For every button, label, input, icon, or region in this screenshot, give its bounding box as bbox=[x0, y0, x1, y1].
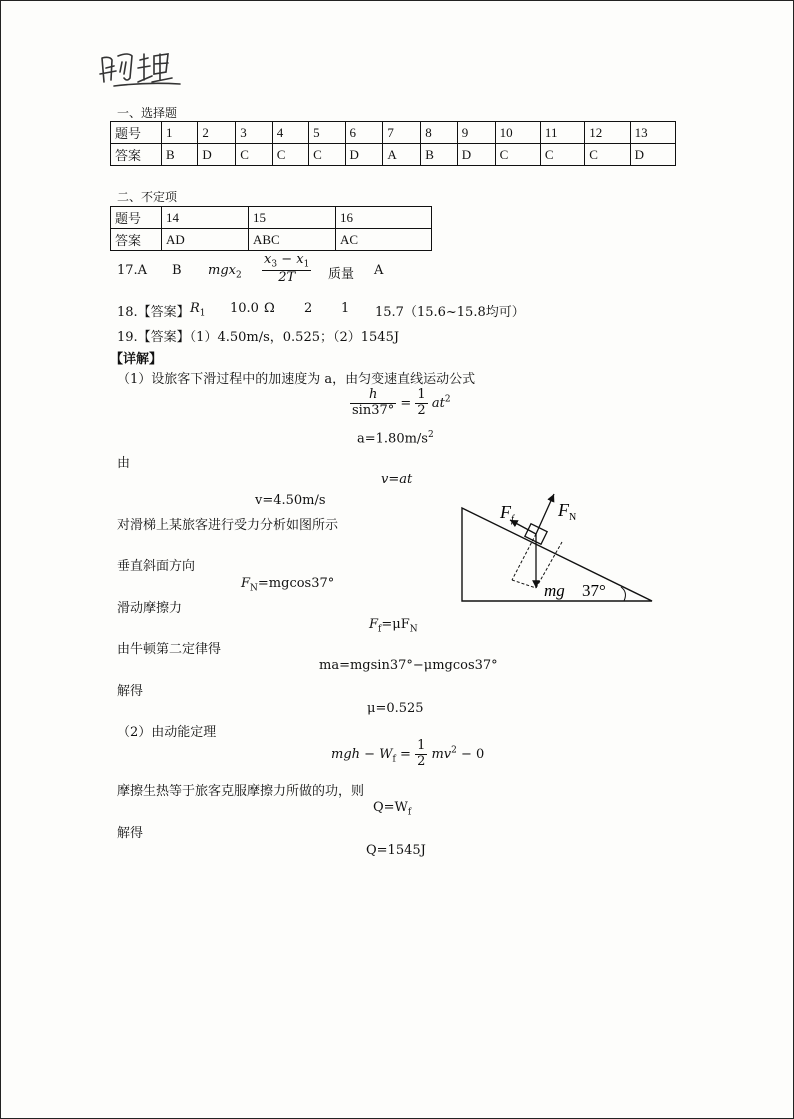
table-cell: 3 bbox=[236, 122, 272, 144]
q17-fraction: $\frac{x_3 - x_1}{2T}$ bbox=[264, 252, 310, 285]
fn-sub: N bbox=[569, 512, 577, 523]
table-cell: C bbox=[540, 144, 584, 166]
table-cell: 8 bbox=[421, 122, 457, 144]
q19-p5: 由牛顿第二定律得 bbox=[117, 642, 222, 657]
force-diagram bbox=[458, 484, 658, 606]
table-cell: D bbox=[198, 144, 236, 166]
handwritten-title-text: 物理 bbox=[96, 38, 98, 39]
mg-label: mg bbox=[544, 581, 565, 600]
table-cell: D bbox=[630, 144, 675, 166]
section2-table bbox=[110, 206, 432, 251]
table-cell: 15 bbox=[249, 207, 336, 229]
svg-text:FN bbox=[557, 500, 576, 523]
normal-force-arrow bbox=[536, 494, 554, 534]
q19-eq10: $Q=W_f$ bbox=[373, 800, 412, 818]
fn-label: F bbox=[558, 500, 569, 520]
table-row bbox=[111, 144, 676, 166]
table-cell: 12 bbox=[585, 122, 630, 144]
table-cell: C bbox=[272, 144, 308, 166]
q19-p6: 解得 bbox=[117, 684, 144, 699]
q18-v3: 1 bbox=[341, 301, 350, 316]
q17-word: 质量 bbox=[328, 267, 355, 282]
table-cell: 7 bbox=[383, 122, 421, 144]
q17-b: B bbox=[172, 263, 182, 278]
q19-eq5: $F_N=mgcos37^\circ$ bbox=[241, 576, 335, 594]
table-cell: A bbox=[383, 144, 421, 166]
table-cell: 16 bbox=[336, 207, 432, 229]
table-cell: AD bbox=[162, 229, 249, 251]
q19-detail-label: 【详解】 bbox=[110, 352, 163, 367]
component-dashed-1 bbox=[512, 534, 536, 580]
q19-eq8: μ=0.525 bbox=[367, 701, 424, 716]
q19-eq3: v=at bbox=[381, 472, 413, 487]
row-label-question: 题号 bbox=[111, 122, 162, 144]
table-cell: 2 bbox=[198, 122, 236, 144]
handwritten-title bbox=[96, 38, 186, 94]
angle-arc bbox=[621, 587, 625, 601]
section1-table bbox=[110, 121, 676, 166]
table-cell: B bbox=[162, 144, 198, 166]
table-cell: 5 bbox=[309, 122, 345, 144]
q18-v4: 15.7（15.6~15.8均可） bbox=[375, 305, 525, 320]
table-cell: 1 bbox=[162, 122, 198, 144]
angle-label: 37° bbox=[582, 581, 606, 600]
table-cell: 14 bbox=[162, 207, 249, 229]
ff-label: F bbox=[500, 502, 511, 522]
ff-sub: f bbox=[511, 514, 514, 525]
table-cell: D bbox=[345, 144, 383, 166]
table-cell: C bbox=[585, 144, 630, 166]
table-cell: ABC bbox=[249, 229, 336, 251]
table-row bbox=[111, 207, 432, 229]
row-label-question: 题号 bbox=[111, 207, 162, 229]
q19-answer-line: 19.【答案】（1）4.50m/s，0.525；（2）1545J bbox=[117, 330, 400, 345]
q19-eq11: Q=1545J bbox=[366, 843, 426, 858]
q18-prefix: 18.【答案】 bbox=[117, 305, 190, 320]
component-dashed-2 bbox=[512, 580, 536, 588]
q17-number: 17.A bbox=[117, 263, 148, 278]
table-cell: C bbox=[236, 144, 272, 166]
table-cell: 4 bbox=[272, 122, 308, 144]
q19-p8: 摩擦生热等于旅客克服摩擦力所做的功，则 bbox=[117, 784, 365, 799]
svg-text:Ff bbox=[499, 502, 515, 525]
q19-you: 由 bbox=[117, 456, 131, 471]
q19-eq1: $\frac{h}{\sin 37^\circ}$ = $\frac{1}{2}$ $at^2$ bbox=[352, 387, 451, 418]
table-cell: B bbox=[421, 144, 457, 166]
q19-p1: （1）设旅客下滑过程中的加速度为 a，由匀变速直线运动公式 bbox=[117, 372, 476, 387]
q17-last: A bbox=[374, 263, 384, 278]
section1-title: 一、选择题 bbox=[117, 106, 178, 120]
q19-eq2: $a=1.80m/s^2$ bbox=[357, 430, 434, 447]
table-cell: 13 bbox=[630, 122, 675, 144]
friction-arrow bbox=[510, 520, 536, 534]
table-cell: C bbox=[309, 144, 345, 166]
q19-p3: 垂直斜面方向 bbox=[117, 559, 196, 574]
table-cell: AC bbox=[336, 229, 432, 251]
table-cell: 11 bbox=[540, 122, 584, 144]
q19-eq9: mgh − $W_f$ = $\frac{1}{2}$ $mv^2 - 0$ bbox=[331, 738, 485, 769]
q18-v2: 2 bbox=[304, 301, 313, 316]
table-cell: C bbox=[495, 144, 540, 166]
q17-mgx: mgx$_2$ bbox=[208, 263, 242, 281]
row-label-answer: 答案 bbox=[111, 229, 162, 251]
section2-title: 二、不定项 bbox=[117, 190, 178, 204]
q18-r: $R_1$ bbox=[190, 301, 206, 319]
q19-p7: （2）由动能定理 bbox=[117, 725, 217, 740]
q19-p2: 对滑梯上某旅客进行受力分析如图所示 bbox=[117, 518, 339, 533]
q19-p9: 解得 bbox=[117, 826, 144, 841]
table-row bbox=[111, 229, 432, 251]
table-cell: 10 bbox=[495, 122, 540, 144]
table-cell: 9 bbox=[457, 122, 495, 144]
q19-eq7: ma=mgsin37°−μmgcos37° bbox=[319, 658, 498, 673]
table-cell: 6 bbox=[345, 122, 383, 144]
q19-p4: 滑动摩擦力 bbox=[117, 601, 183, 616]
q18-v1: 10.0 bbox=[230, 301, 259, 316]
row-label-answer: 答案 bbox=[111, 144, 162, 166]
q19-eq6: $F_f=\mu F_N$ bbox=[369, 617, 418, 635]
q18-unit: Ω bbox=[264, 301, 275, 316]
table-row bbox=[111, 122, 676, 144]
q19-eq4: v=4.50m/s bbox=[255, 493, 326, 508]
table-cell: D bbox=[457, 144, 495, 166]
